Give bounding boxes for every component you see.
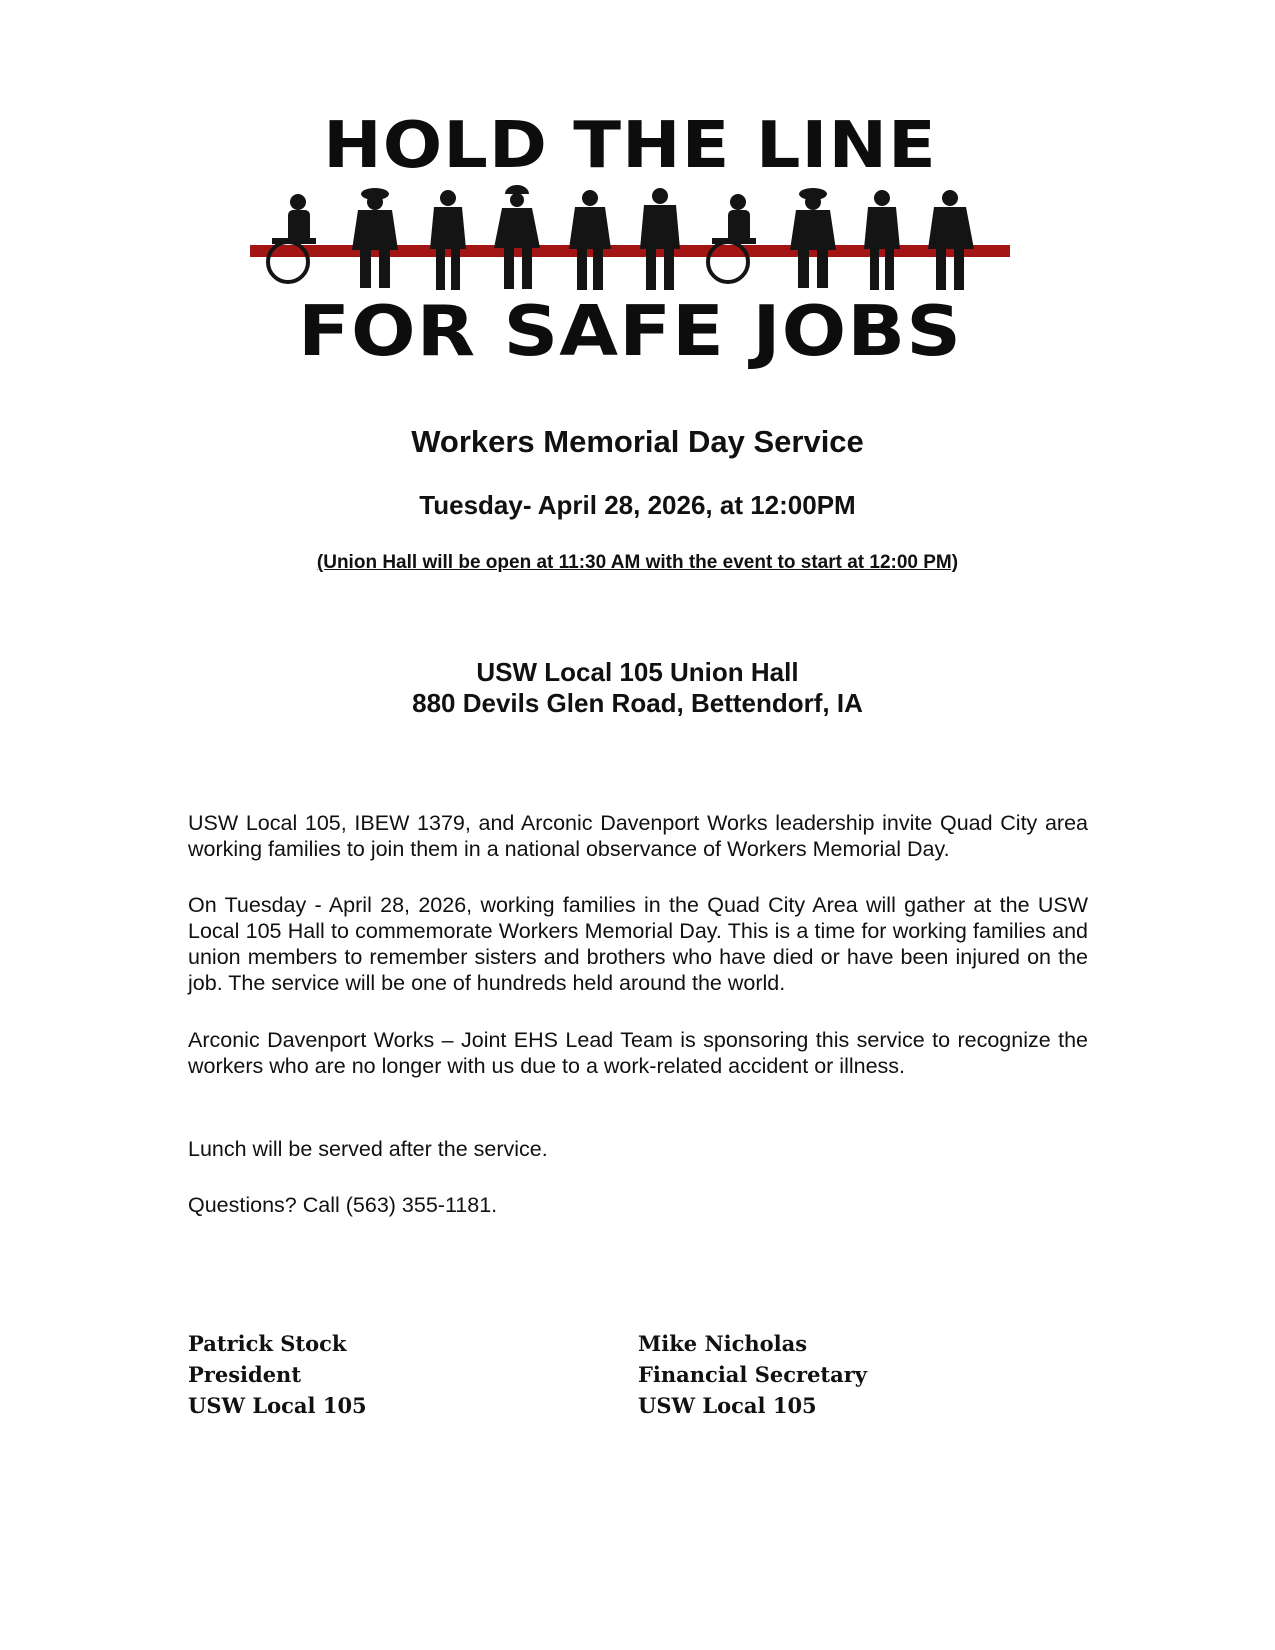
sponsor-paragraph: Arconic Davenport Works – Joint EHS Lead Team is sponsoring this service to recognize the workers who are no longer with us due to a work-related accident or illness. — [188, 1028, 1088, 1078]
event-note: (Union Hall will be open at 11:30 AM with the event to start at 12:00 PM) — [316, 552, 959, 573]
commemoration-paragraph: On Tuesday - April 28, 2026, working families in the Quad City Area will gather at the USW Local 105 Hall to commemorate Workers Memorial Day. This is a time for working families and union members to remember sisters and brothers who have died or have been injured on the job. The service will be one of hundreds held around the world. — [188, 893, 1088, 995]
contact-paragraph: Questions? Call (563) 355-1181. — [188, 1193, 498, 1217]
firefighter-figure-icon — [790, 188, 836, 288]
hardhat-worker-figure-icon — [494, 185, 540, 289]
lunch-paragraph: Lunch will be served after the service. — [188, 1137, 548, 1161]
event-datetime: Tuesday- April 28, 2026, at 12:00PM — [419, 490, 856, 520]
signer-org: USW Local 105 — [188, 1393, 367, 1418]
signer-org: USW Local 105 — [638, 1393, 817, 1418]
worker-figure-icon — [928, 190, 974, 290]
signature-block-president — [188, 1328, 367, 1421]
venue-name: USW Local 105 Union Hall — [476, 657, 799, 687]
wheelchair-figure-icon — [268, 194, 316, 282]
event-location — [0, 657, 1275, 719]
signature-block-financial-secretary — [638, 1328, 867, 1421]
signer-title: President — [188, 1362, 302, 1387]
worker-figure-icon — [864, 190, 900, 290]
banner-headline-top: HOLD THE LINE — [323, 107, 937, 183]
worker-figure-icon — [640, 188, 680, 290]
wheelchair-figure-icon — [708, 194, 756, 282]
worker-figure-icon — [430, 190, 466, 290]
signer-title: Financial Secretary — [638, 1362, 868, 1387]
venue-address: 880 Devils Glen Road, Bettendorf, IA — [412, 688, 863, 718]
signer-name: Patrick Stock — [188, 1331, 347, 1356]
workers-silhouettes-illustration — [250, 182, 1010, 292]
invitation-paragraph: USW Local 105, IBEW 1379, and Arconic Davenport Works leadership invite Quad City area working families to join them in a national observance of Workers Memorial Day. — [188, 811, 1088, 861]
event-title: Workers Memorial Day Service — [411, 424, 864, 459]
firefighter-figure-icon — [352, 188, 398, 288]
worker-figure-icon — [569, 190, 611, 290]
banner-headline-bottom: FOR SAFE JOBS — [298, 289, 962, 372]
signer-name: Mike Nicholas — [638, 1331, 808, 1356]
hold-the-line-banner — [250, 107, 1010, 372]
